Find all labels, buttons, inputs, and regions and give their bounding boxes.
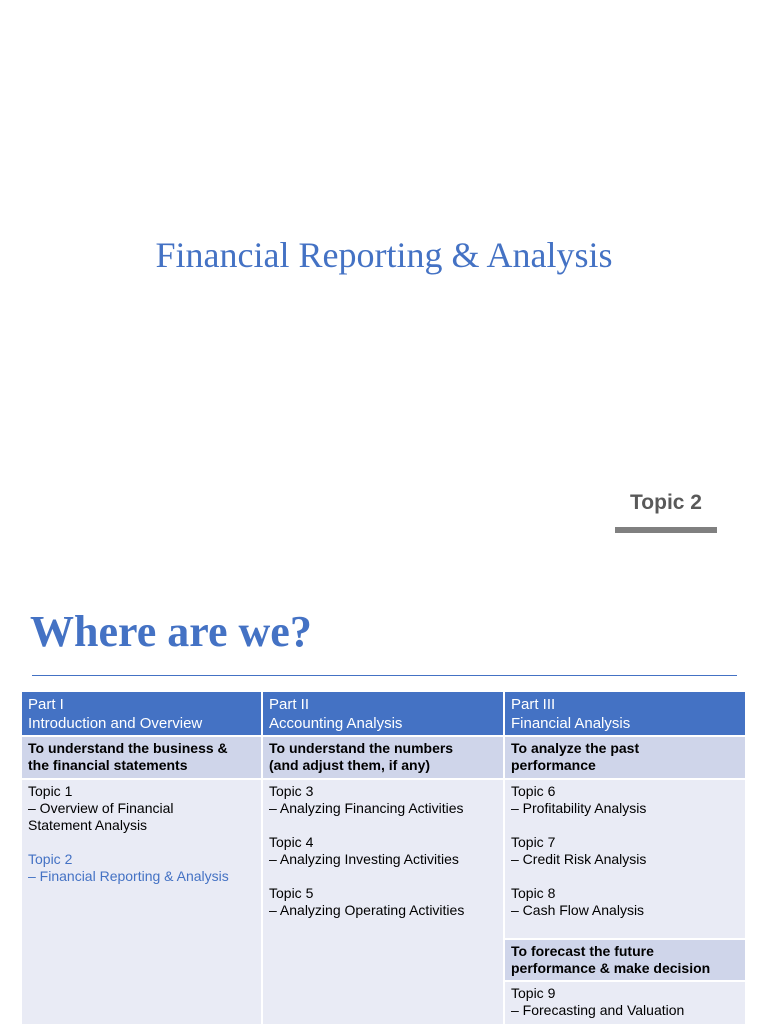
part-name: Financial Analysis (511, 715, 631, 732)
part-name: Introduction and Overview (28, 715, 203, 732)
goal-line: To understand the business & (28, 740, 228, 756)
topics-part-3 (505, 780, 747, 940)
header-part-1 (22, 692, 263, 737)
part-number: Part I (28, 696, 64, 713)
header-part-2 (263, 692, 505, 737)
goal-line: performance (511, 757, 596, 773)
part-name: Accounting Analysis (269, 715, 403, 732)
course-outline-table (22, 692, 747, 1026)
topic-description: – Analyzing Operating Activities (269, 902, 465, 918)
topic-description: – Profitability Analysis (511, 800, 647, 816)
goal-part-3 (505, 737, 747, 780)
goal-line: the financial statements (28, 757, 188, 773)
goal-line: To analyze the past (511, 740, 640, 756)
topic-number: Topic 2 (28, 851, 73, 867)
topic-entry (269, 834, 497, 868)
topic-number: Topic 8 (511, 885, 556, 901)
topic-entry (511, 783, 739, 817)
section-divider (32, 675, 737, 676)
part-number: Part III (511, 696, 556, 713)
topic-number: Topic 9 (511, 985, 556, 1001)
topic-number: Topic 6 (511, 783, 556, 799)
goal-line: performance & make decision (511, 960, 711, 976)
topics-part-3-forecast (505, 982, 747, 1026)
goal-line: (and adjust them, if any) (269, 757, 431, 773)
goal-line: To understand the numbers (269, 740, 454, 756)
topic-entry (269, 885, 497, 919)
topic-entry (28, 783, 255, 834)
topic-description: – Analyzing Financing Activities (269, 800, 464, 816)
topic-description: – Financial Reporting & Analysis (28, 868, 229, 884)
topic-description: – Overview of Financial (28, 800, 174, 816)
topic-description: – Forecasting and Valuation (511, 1002, 685, 1018)
topic-number: Topic 7 (511, 834, 556, 850)
topic-description: – Cash Flow Analysis (511, 902, 645, 918)
topic-entry (269, 783, 497, 817)
goal-part-3-forecast (505, 940, 747, 982)
topic-label: Topic 2 (630, 491, 702, 514)
topic-description: Statement Analysis (28, 817, 148, 833)
goal-line: To forecast the future (511, 943, 654, 959)
topic-entry-current (28, 851, 255, 885)
topics-part-2 (263, 780, 505, 1026)
goal-part-2 (263, 737, 505, 780)
part-number: Part II (269, 696, 310, 713)
topic-underline (615, 527, 717, 533)
header-part-3 (505, 692, 747, 737)
section-heading: Where are we? (30, 607, 312, 656)
topic-number: Topic 3 (269, 783, 314, 799)
goal-part-1 (22, 737, 263, 780)
topic-number: Topic 4 (269, 834, 314, 850)
topic-description: – Analyzing Investing Activities (269, 851, 459, 867)
topic-entry (511, 834, 739, 868)
topics-part-1 (22, 780, 263, 1026)
topic-entry (511, 885, 739, 919)
slide-title: Financial Reporting & Analysis (155, 235, 613, 275)
topic-number: Topic 1 (28, 783, 73, 799)
topic-number: Topic 5 (269, 885, 314, 901)
topic-description: – Credit Risk Analysis (511, 851, 647, 867)
